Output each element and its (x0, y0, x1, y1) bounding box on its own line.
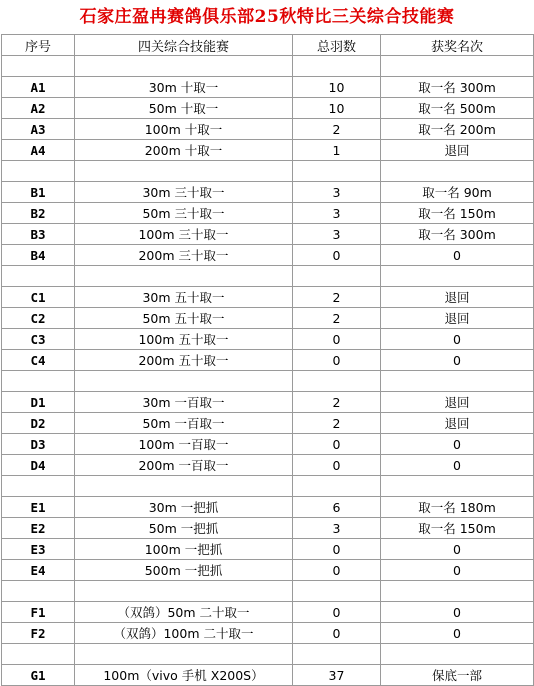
table-row (2, 329, 534, 350)
row-code-cell[interactable]: D1 (2, 392, 75, 413)
empty-cell[interactable] (2, 476, 75, 497)
row-event-cell[interactable]: 500m 一把抓 (75, 560, 293, 581)
table-row (2, 434, 534, 455)
row-event-cell[interactable]: 100m 一把抓 (75, 539, 293, 560)
row-award-cell[interactable]: 0 (381, 539, 534, 560)
row-event-cell[interactable]: 30m 一百取一 (75, 392, 293, 413)
table-row (2, 224, 534, 245)
row-code-cell[interactable]: F2 (2, 623, 75, 644)
empty-cell[interactable] (381, 161, 534, 182)
table-row (2, 119, 534, 140)
row-code-cell[interactable]: C3 (2, 329, 75, 350)
empty-cell[interactable] (293, 581, 381, 602)
row-code-cell[interactable]: E2 (2, 518, 75, 539)
table-row (2, 665, 534, 686)
row-count-cell[interactable]: 2 (293, 287, 381, 308)
empty-cell[interactable] (75, 161, 293, 182)
empty-cell[interactable] (293, 644, 381, 665)
row-event-cell[interactable]: 50m 三十取一 (75, 203, 293, 224)
row-code-cell[interactable]: D3 (2, 434, 75, 455)
empty-cell[interactable] (381, 644, 534, 665)
row-event-cell[interactable]: 200m 五十取一 (75, 350, 293, 371)
row-code-cell[interactable]: C1 (2, 287, 75, 308)
row-code-cell[interactable]: B1 (2, 182, 75, 203)
row-code-cell[interactable]: D4 (2, 455, 75, 476)
row-award-cell[interactable]: 0 (381, 623, 534, 644)
row-award-cell[interactable]: 退回 (381, 287, 534, 308)
row-count-cell[interactable]: 10 (293, 77, 381, 98)
row-event-cell[interactable]: 30m 三十取一 (75, 182, 293, 203)
row-count-cell[interactable]: 3 (293, 203, 381, 224)
empty-cell[interactable] (381, 581, 534, 602)
empty-cell[interactable] (293, 56, 381, 77)
table-row (2, 308, 534, 329)
table-row (2, 350, 534, 371)
row-event-cell[interactable]: 50m 十取一 (75, 98, 293, 119)
table-row (2, 392, 534, 413)
row-award-cell[interactable]: 0 (381, 434, 534, 455)
row-award-cell[interactable]: 取一名 200m (381, 119, 534, 140)
row-award-cell[interactable]: 退回 (381, 413, 534, 434)
row-count-cell[interactable]: 0 (293, 602, 381, 623)
row-code-cell[interactable]: G1 (2, 665, 75, 686)
table-row (2, 560, 534, 581)
header-cell-event[interactable]: 四关综合技能赛 (75, 35, 293, 56)
empty-cell[interactable] (2, 161, 75, 182)
row-award-cell[interactable]: 保底一部 (381, 665, 534, 686)
row-count-cell[interactable]: 0 (293, 539, 381, 560)
row-award-cell[interactable]: 取一名 90m (381, 182, 534, 203)
row-count-cell[interactable]: 2 (293, 119, 381, 140)
empty-cell[interactable] (381, 371, 534, 392)
empty-cell[interactable] (75, 644, 293, 665)
spacer-row (2, 644, 534, 665)
row-award-cell[interactable]: 退回 (381, 392, 534, 413)
table-row (2, 623, 534, 644)
row-count-cell[interactable]: 0 (293, 455, 381, 476)
empty-cell[interactable] (75, 56, 293, 77)
header-cell-count[interactable]: 总羽数 (293, 35, 381, 56)
row-code-cell[interactable]: B3 (2, 224, 75, 245)
row-code-cell[interactable]: E4 (2, 560, 75, 581)
spacer-row (2, 161, 534, 182)
empty-cell[interactable] (75, 476, 293, 497)
table-row (2, 140, 534, 161)
empty-cell[interactable] (2, 581, 75, 602)
empty-cell[interactable] (75, 581, 293, 602)
row-event-cell[interactable]: 30m 五十取一 (75, 287, 293, 308)
row-event-cell[interactable]: （双鸽）100m 二十取一 (75, 623, 293, 644)
empty-cell[interactable] (2, 266, 75, 287)
row-count-cell[interactable]: 3 (293, 518, 381, 539)
empty-cell[interactable] (2, 371, 75, 392)
row-code-cell[interactable]: A3 (2, 119, 75, 140)
empty-cell[interactable] (2, 644, 75, 665)
row-award-cell[interactable]: 0 (381, 560, 534, 581)
table-row (2, 497, 534, 518)
row-event-cell[interactable]: 100m 三十取一 (75, 224, 293, 245)
row-award-cell[interactable]: 0 (381, 350, 534, 371)
table-row (2, 203, 534, 224)
table-row (2, 539, 534, 560)
empty-cell[interactable] (293, 266, 381, 287)
row-award-cell[interactable]: 取一名 180m (381, 497, 534, 518)
row-code-cell[interactable]: B4 (2, 245, 75, 266)
row-count-cell[interactable]: 10 (293, 98, 381, 119)
row-event-cell[interactable]: 200m 一百取一 (75, 455, 293, 476)
row-count-cell[interactable]: 6 (293, 497, 381, 518)
table-row (2, 245, 534, 266)
row-count-cell[interactable]: 0 (293, 350, 381, 371)
row-award-cell[interactable]: 取一名 150m (381, 203, 534, 224)
table-row (2, 77, 534, 98)
row-event-cell[interactable]: 100m 十取一 (75, 119, 293, 140)
table-row (2, 287, 534, 308)
table-header-row (2, 35, 534, 56)
results-table-body (2, 35, 534, 686)
row-award-cell[interactable]: 0 (381, 329, 534, 350)
row-code-cell[interactable]: A2 (2, 98, 75, 119)
row-count-cell[interactable]: 0 (293, 623, 381, 644)
row-event-cell[interactable]: 200m 十取一 (75, 140, 293, 161)
row-count-cell[interactable]: 2 (293, 392, 381, 413)
row-award-cell[interactable]: 退回 (381, 140, 534, 161)
empty-cell[interactable] (293, 476, 381, 497)
row-event-cell[interactable]: 50m 一把抓 (75, 518, 293, 539)
row-code-cell[interactable]: C4 (2, 350, 75, 371)
spacer-row (2, 371, 534, 392)
row-award-cell[interactable]: 0 (381, 245, 534, 266)
row-count-cell[interactable]: 0 (293, 245, 381, 266)
row-event-cell[interactable]: 30m 一把抓 (75, 497, 293, 518)
row-event-cell[interactable]: （双鸽）50m 二十取一 (75, 602, 293, 623)
sheet-title: 石家庄盈冉赛鸽俱乐部25秋特比三关综合技能赛 (79, 7, 455, 27)
row-count-cell[interactable]: 37 (293, 665, 381, 686)
row-award-cell[interactable]: 取一名 500m (381, 98, 534, 119)
row-count-cell[interactable]: 2 (293, 413, 381, 434)
row-count-cell[interactable]: 2 (293, 308, 381, 329)
row-event-cell[interactable]: 100m（vivo 手机 X200S） (75, 665, 293, 686)
empty-cell[interactable] (381, 56, 534, 77)
row-count-cell[interactable]: 1 (293, 140, 381, 161)
row-event-cell[interactable]: 100m 五十取一 (75, 329, 293, 350)
row-event-cell[interactable]: 30m 十取一 (75, 77, 293, 98)
row-code-cell[interactable]: E3 (2, 539, 75, 560)
empty-cell[interactable] (2, 56, 75, 77)
empty-cell[interactable] (381, 266, 534, 287)
row-count-cell[interactable]: 3 (293, 182, 381, 203)
results-table (1, 34, 534, 686)
row-award-cell[interactable]: 取一名 300m (381, 224, 534, 245)
table-row (2, 602, 534, 623)
table-row (2, 518, 534, 539)
spacer-row (2, 266, 534, 287)
row-count-cell[interactable]: 3 (293, 224, 381, 245)
table-row (2, 413, 534, 434)
row-code-cell[interactable]: D2 (2, 413, 75, 434)
row-code-cell[interactable]: E1 (2, 497, 75, 518)
spacer-row (2, 581, 534, 602)
row-event-cell[interactable]: 50m 五十取一 (75, 308, 293, 329)
row-award-cell[interactable]: 0 (381, 455, 534, 476)
table-row (2, 182, 534, 203)
empty-cell[interactable] (293, 371, 381, 392)
row-award-cell[interactable]: 0 (381, 602, 534, 623)
spacer-row (2, 476, 534, 497)
row-award-cell[interactable]: 取一名 150m (381, 518, 534, 539)
header-cell-award[interactable]: 获奖名次 (381, 35, 534, 56)
spacer-row (2, 56, 534, 77)
row-code-cell[interactable]: A1 (2, 77, 75, 98)
row-award-cell[interactable]: 退回 (381, 308, 534, 329)
row-count-cell[interactable]: 0 (293, 560, 381, 581)
row-event-cell[interactable]: 100m 一百取一 (75, 434, 293, 455)
row-event-cell[interactable]: 50m 一百取一 (75, 413, 293, 434)
row-code-cell[interactable]: B2 (2, 203, 75, 224)
empty-cell[interactable] (75, 266, 293, 287)
row-code-cell[interactable]: C2 (2, 308, 75, 329)
row-award-cell[interactable]: 取一名 300m (381, 77, 534, 98)
row-event-cell[interactable]: 200m 三十取一 (75, 245, 293, 266)
header-cell-number[interactable]: 序号 (2, 35, 75, 56)
row-code-cell[interactable]: F1 (2, 602, 75, 623)
empty-cell[interactable] (293, 161, 381, 182)
table-row (2, 455, 534, 476)
empty-cell[interactable] (75, 371, 293, 392)
row-code-cell[interactable]: A4 (2, 140, 75, 161)
row-count-cell[interactable]: 0 (293, 434, 381, 455)
empty-cell[interactable] (381, 476, 534, 497)
table-row (2, 98, 534, 119)
row-count-cell[interactable]: 0 (293, 329, 381, 350)
